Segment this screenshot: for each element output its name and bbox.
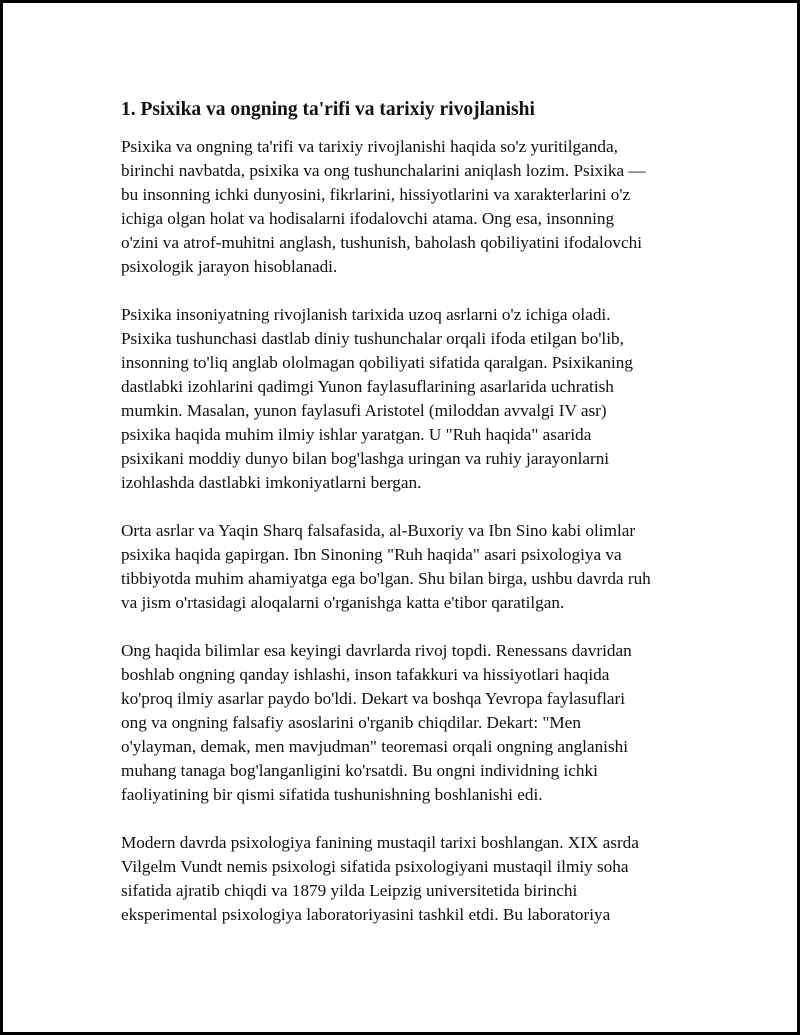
text-line: faoliyatining bir qismi sifatida tushunishning boshlanishi edi. — [121, 785, 543, 804]
text-line: Psixika insoniyatning rivojlanish tarixida uzoq asrlarni o'z ichiga oladi. — [121, 305, 611, 324]
section-title: 1. Psixika va ongning ta'rifi va tarixiy rivojlanishi — [121, 99, 535, 120]
text-line: psixologik jarayon hisoblanadi. — [121, 257, 338, 276]
text-line: ichiga olgan holat va hodisalarni ifodalovchi atama. Ong esa, insonning — [121, 209, 615, 228]
text-line: ong va ongning falsafiy asoslarini o'rganib chiqdilar. Dekart: "Men — [121, 713, 581, 732]
text-line: ko'proq ilmiy asarlar paydo bo'ldi. Dekart va boshqa Yevropa faylasuflari — [121, 689, 626, 708]
text-line: insonning to'liq anglab ololmagan qobiliyati sifatida qaralgan. Psixikaning — [121, 353, 633, 372]
text-line: muhang tanaga bog'langanligini ko'rsatdi. Bu ongni individning ichki — [121, 761, 598, 780]
text-line: Modern davrda psixologiya fanining mustaqil tarixi boshlangan. XIX asrda — [121, 833, 639, 852]
text-line: Psixika tushunchasi dastlab diniy tushunchalar orqali ifoda etilgan bo'lib, — [121, 329, 624, 348]
document-content — [121, 97, 691, 951]
text-line: tibbiyotda muhim ahamiyatga ega bo'lgan. Shu bilan birga, ushbu davrda ruh — [121, 569, 651, 588]
paragraph-definition — [121, 135, 691, 279]
text-line: bu insonning ichki dunyosini, fikrlarini, hissiyotlarini va xarakterlarini o'z — [121, 185, 631, 204]
paragraph-history — [121, 303, 691, 495]
text-line: izohlashda dastlabki imkoniyatlarni bergan. — [121, 473, 422, 492]
text-line: Psixika va ongning ta'rifi va tarixiy rivojlanishi haqida so'z yuritilganda, — [121, 137, 618, 156]
text-line: psixikani moddiy dunyo bilan bog'lashga uringan va ruhiy jarayonlarni — [121, 449, 610, 468]
text-line: eksperimental psixologiya laboratoriyasini tashkil etdi. Bu laboratoriya — [121, 905, 611, 924]
text-line: Ong haqida bilimlar esa keyingi davrlarda rivoj topdi. Renessans davridan — [121, 641, 632, 660]
text-line: psixika haqida muhim ilmiy ishlar yaratgan. U "Ruh haqida" asarida — [121, 425, 592, 444]
text-line: Orta asrlar va Yaqin Sharq falsafasida, al-Buxoriy va Ibn Sino kabi olimlar — [121, 521, 636, 540]
paragraph-consciousness — [121, 639, 691, 807]
text-line: mumkin. Masalan, yunon faylasufi Aristotel (miloddan avvalgi IV asr) — [121, 401, 607, 420]
text-line: birinchi navbatda, psixika va ong tushunchalarini aniqlash lozim. Psixika — — [121, 161, 646, 180]
text-line: boshlab ongning qanday ishlashi, inson tafakkuri va hissiyotlari haqida — [121, 665, 610, 684]
text-line: o'zini va atrof-muhitni anglash, tushunish, baholash qobiliyatini ifodalovchi — [121, 233, 643, 252]
text-line: Vilgelm Vundt nemis psixologi sifatida psixologiyani mustaqil ilmiy soha — [121, 857, 629, 876]
text-line: va jism o'rtasidagi aloqalarni o'rganishga katta e'tibor qaratilgan. — [121, 593, 565, 612]
paragraph-modern-era — [121, 831, 691, 927]
text-line: o'ylayman, demak, men mavjudman" teoremasi orqali ongning anglanishi — [121, 737, 628, 756]
text-line: dastlabki izohlarini qadimgi Yunon faylasuflarining asarlarida uchratish — [121, 377, 614, 396]
paragraph-middle-ages — [121, 519, 691, 615]
text-line: psixika haqida gapirgan. Ibn Sinoning "Ruh haqida" asari psixologiya va — [121, 545, 622, 564]
text-line: sifatida ajratib chiqdi va 1879 yilda Leipzig universitetida birinchi — [121, 881, 578, 900]
